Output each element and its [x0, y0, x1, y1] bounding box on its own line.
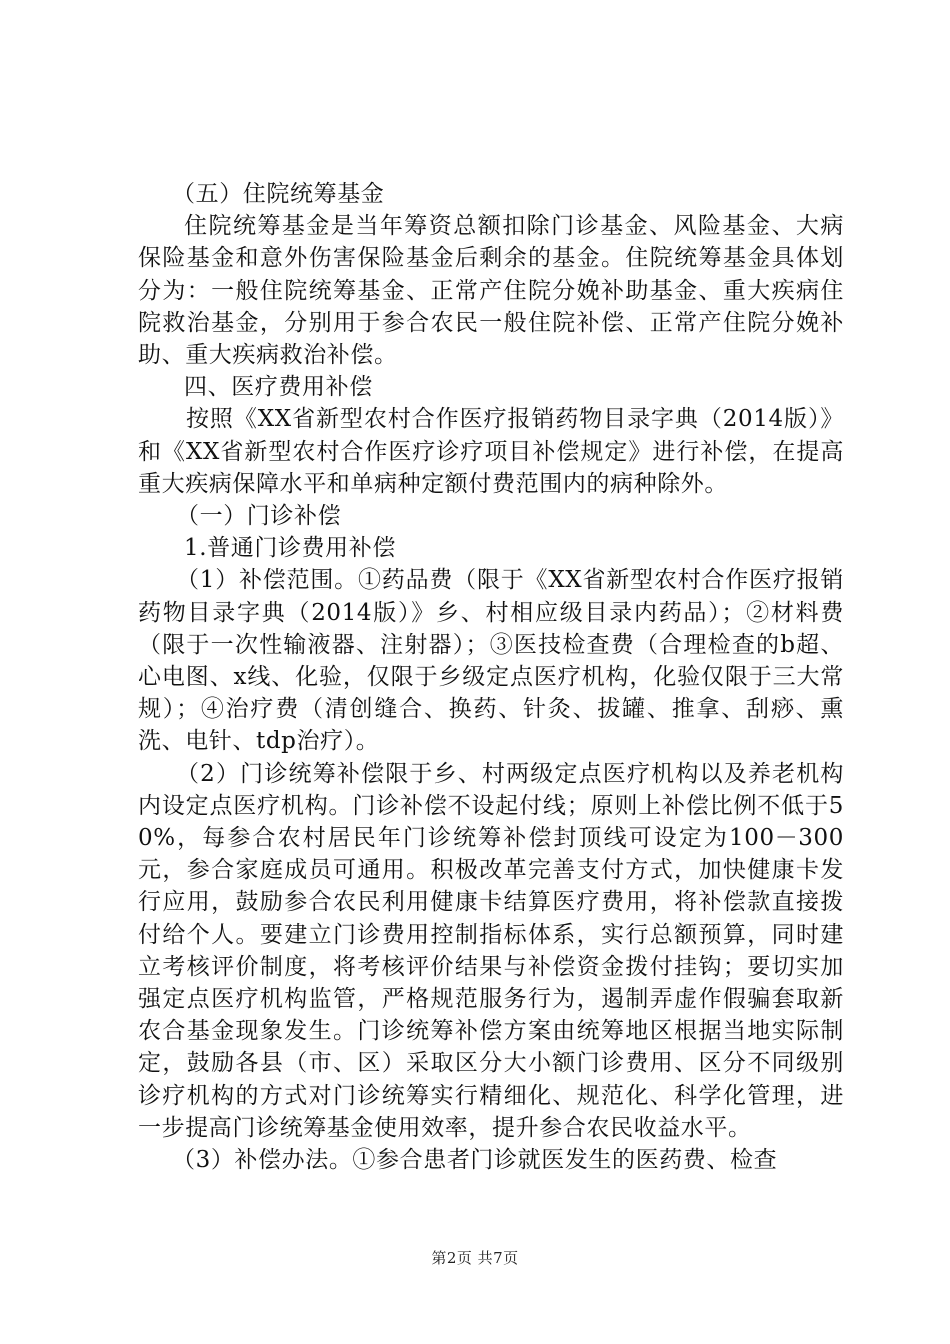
paragraph-compensation-basis: 按照《XX省新型农村合作医疗报销药物目录字典（2014版）》和《XX省新型农村合作医疗诊疗项目补偿规定》进行补偿，在提高重大疾病保障水平和单病种定额付费范围内的病种除外。	[138, 406, 844, 497]
subheading-general-outpatient: 1.普通门诊费用补偿	[184, 535, 396, 562]
paragraph-outpatient-pooling: （2）门诊统筹补偿限于乡、村两级定点医疗机构以及养老机构内设定点医疗机构。门诊补偿不设起付线；原则上补偿比例不低于50%，每参合农村居民年门诊统筹补偿封顶线可设定为100－300元，参合家庭成员可通用。积极改革完善支付方式，加快健康卡发行应用，鼓励参合农民利用健康卡结算医疗费用，将补偿款直接拨付给个人。要建立门诊费用控制指标体系，实行总额预算，同时建立考核评价制度，将考核评价结果与补偿资金拨付挂钩；要切实加强定点医疗机构监管，严格规范服务行为，遏制弄虚作假骗套取新农合基金现象发生。门诊统筹补偿方案由统筹地区根据当地实际制定，鼓励各县（市、区）采取区分大小额门诊费用、区分不同级别诊疗机构的方式对门诊统筹实行精细化、规范化、科学化管理，进一步提高门诊统筹基金使用效率，提升参合农民收益水平。	[138, 760, 844, 1141]
page-number-footer: 第2页 共7页	[431, 1249, 519, 1267]
paragraph-inpatient-fund: 住院统筹基金是当年筹资总额扣除门诊基金、风险基金、大病保险基金和意外伤害保险基金后剩余的基金。住院统筹基金具体划分为：一般住院统筹基金、正常产住院分娩补助基金、重大疾病住院救治基金，分别用于参合农民一般住院补偿、正常产住院分娩补助、重大疾病救治补偿。	[138, 213, 844, 369]
section-heading-medical-compensation: 四、医疗费用补偿	[184, 374, 373, 401]
section-heading-inpatient-fund: （五）住院统筹基金	[172, 181, 385, 207]
paragraph-compensation-scope: （1）补偿范围。①药品费（限于《XX省新型农村合作医疗报销药物目录字典（2014版）》乡、村相应级目录内药品）；②材料费（限于一次性输液器、注射器）；③医技检查费（合理检查的b超、心电图、x线、化验，仅限于乡级定点医疗机构，化验仅限于三大常规）；④治疗费（清创缝合、换药、针灸、拔罐、推拿、刮痧、熏洗、电针、tdp治疗）。	[138, 567, 844, 755]
paragraph-compensation-method: （3）补偿办法。①参合患者门诊就医发生的医药费、检查	[172, 1147, 778, 1174]
document-body	[138, 178, 844, 1176]
section-heading-outpatient: （一）门诊补偿	[176, 503, 342, 530]
